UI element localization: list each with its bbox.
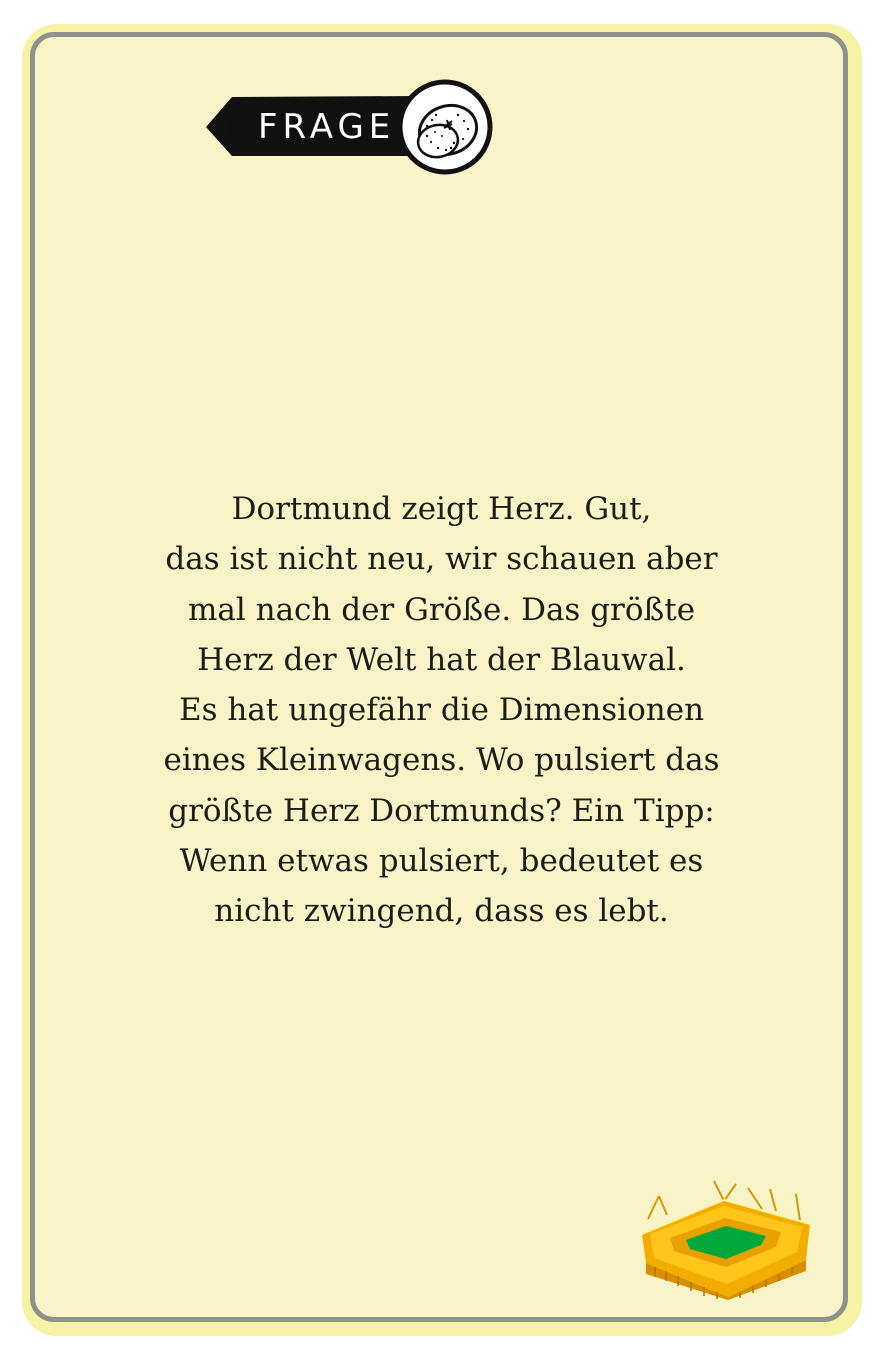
question-text: Dortmund zeigt Herz. Gut, das ist nicht neu, wir schauen aber mal nach der Größe. Das größte Herz der Welt hat der Blauwal. Es hat ungefähr die Dimensionen eines Kleinwagens. Wo pulsiert das größte Herz Dortmunds? Ein Tipp: Wenn etwas pulsiert, bedeutet es nicht zwingend, dass es lebt. <box>163 491 720 930</box>
cookie-icon <box>396 78 494 176</box>
question-label: FRAGE <box>258 107 396 147</box>
stadium-icon <box>636 1176 816 1300</box>
